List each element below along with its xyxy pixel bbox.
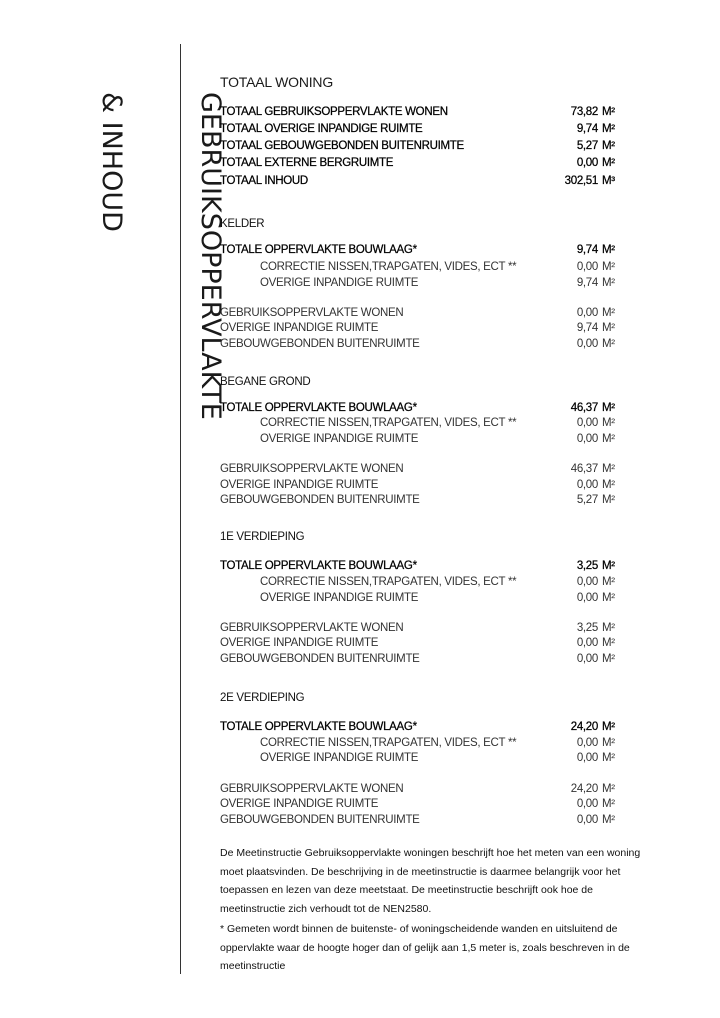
row-unit: M²	[602, 637, 615, 649]
row-value: 73,82	[570, 106, 598, 118]
side-title-line1: GEBRUIKSOPPERVLAKTE	[195, 92, 226, 420]
row-label: GEBOUWGEBONDEN BUITENRUIMTE	[220, 338, 420, 350]
row-unit: M²	[602, 322, 615, 334]
row-label: TOTALE OPPERVLAKTE BOUWLAAG*	[220, 244, 417, 256]
row-value: 0,00	[576, 261, 598, 273]
row-unit: M²	[602, 783, 615, 795]
row-unit: M²	[602, 494, 615, 506]
row-unit: M²	[602, 433, 615, 445]
section-row	[220, 592, 618, 608]
row-label: GEBOUWGEBONDEN BUITENRUIMTE	[220, 494, 420, 506]
row-unit: M²	[602, 463, 615, 475]
row-label: GEBRUIKSOPPERVLAKTE WONEN	[220, 783, 404, 795]
row-unit: M²	[602, 402, 615, 414]
row-value: 24,20	[570, 721, 598, 733]
row-value: 3,25	[576, 560, 598, 572]
row-label: CORRECTIE NISSEN,TRAPGATEN, VIDES, ECT **	[260, 261, 517, 273]
section-row	[220, 622, 618, 638]
vertical-divider	[180, 44, 181, 974]
row-unit: M²	[602, 752, 615, 764]
row-value: 0,00	[576, 417, 598, 429]
section-row	[220, 560, 618, 576]
row-unit: M²	[602, 721, 615, 733]
row-value: 0,00	[576, 752, 598, 764]
row-value: 5,27	[576, 140, 598, 152]
row-label: CORRECTIE NISSEN,TRAPGATEN, VIDES, ECT **	[260, 737, 517, 749]
row-value: 0,00	[576, 433, 598, 445]
section-row	[220, 261, 618, 277]
row-unit: M²	[602, 737, 615, 749]
section-row	[220, 752, 618, 768]
section-row	[220, 494, 618, 510]
row-label: CORRECTIE NISSEN,TRAPGATEN, VIDES, ECT **	[260, 417, 517, 429]
row-unit: M²	[602, 244, 615, 256]
row-value: 0,00	[576, 592, 598, 604]
section-title: BEGANE GROND	[220, 376, 311, 388]
section-title: 2E VERDIEPING	[220, 692, 305, 704]
section-row	[220, 433, 618, 449]
section-row	[220, 402, 618, 418]
row-unit: M²	[602, 417, 615, 429]
section-row	[220, 653, 618, 669]
row-unit: M²	[602, 814, 615, 826]
row-value: 0,00	[576, 307, 598, 319]
section-row	[220, 783, 618, 799]
row-label: OVERIGE INPANDIGE RUIMTE	[260, 592, 419, 604]
section-row	[220, 637, 618, 653]
section-title: KELDER	[220, 218, 265, 230]
row-label: GEBOUWGEBONDEN BUITENRUIMTE	[220, 814, 420, 826]
section-row	[220, 463, 618, 479]
row-value: 9,74	[576, 123, 598, 135]
note-meetinstructie: De Meetinstructie Gebruiksoppervlakte woningen beschrijft hoe het meten van een woning moet plaatsvinden. De beschrijving in de meetinstructie is daarmee belangrijk voor het toepassen en lezen van deze meetstaat. De meetinstructie beschrijft ook hoe de meetinstructie zich verhoudt tot de NEN2580.	[220, 847, 641, 915]
row-value: 0,00	[576, 576, 598, 588]
section-row	[220, 814, 618, 830]
row-value: 3,25	[576, 622, 598, 634]
row-unit: M²	[602, 576, 615, 588]
section-row	[220, 244, 618, 260]
row-unit: M³	[602, 175, 615, 187]
row-value: 9,74	[576, 277, 598, 289]
row-unit: M²	[602, 140, 615, 152]
row-value: 46,37	[570, 463, 598, 475]
total-row	[220, 106, 618, 122]
row-unit: M²	[602, 338, 615, 350]
section-row	[220, 322, 618, 338]
row-value: 302,51	[564, 175, 598, 187]
row-label: TOTAAL INHOUD	[220, 175, 308, 187]
section-row	[220, 479, 618, 495]
row-value: 5,27	[576, 494, 598, 506]
section-row	[220, 737, 618, 753]
row-label: TOTAAL GEBRUIKSOPPERVLAKTE WONEN	[220, 106, 448, 118]
row-label: OVERIGE INPANDIGE RUIMTE	[260, 752, 419, 764]
row-value: 0,00	[576, 637, 598, 649]
row-value: 0,00	[576, 737, 598, 749]
row-label: OVERIGE INPANDIGE RUIMTE	[220, 637, 379, 649]
section-row	[220, 277, 618, 293]
row-label: CORRECTIE NISSEN,TRAPGATEN, VIDES, ECT **	[260, 576, 517, 588]
row-unit: M²	[602, 653, 615, 665]
row-unit: M²	[602, 123, 615, 135]
row-unit: M²	[602, 157, 615, 169]
row-value: 9,74	[576, 322, 598, 334]
note-footnote: * Gemeten wordt binnen de buitenste- of woningscheidende wanden en uitsluitend de oppervlakte waar de hoogte hoger dan of gelijk aan 1,5 meter is, zoals beschreven in de meetinstructie	[220, 923, 630, 972]
section-title: 1E VERDIEPING	[220, 531, 305, 543]
section-row	[220, 307, 618, 323]
row-unit: M²	[602, 479, 615, 491]
row-label: TOTALE OPPERVLAKTE BOUWLAAG*	[220, 560, 417, 572]
section-row	[220, 798, 618, 814]
row-label: OVERIGE INPANDIGE RUIMTE	[260, 433, 419, 445]
row-value: 9,74	[576, 244, 598, 256]
row-value: 0,00	[576, 479, 598, 491]
section-row	[220, 417, 618, 433]
row-value: 0,00	[576, 338, 598, 350]
row-label: TOTALE OPPERVLAKTE BOUWLAAG*	[220, 721, 417, 733]
side-title-line2: & INHOUD	[96, 92, 127, 232]
row-label: GEBOUWGEBONDEN BUITENRUIMTE	[220, 653, 420, 665]
section-row	[220, 338, 618, 354]
total-row	[220, 157, 618, 173]
total-row	[220, 140, 618, 156]
row-label: GEBRUIKSOPPERVLAKTE WONEN	[220, 463, 404, 475]
section-row	[220, 576, 618, 592]
row-label: OVERIGE INPANDIGE RUIMTE	[220, 798, 379, 810]
row-label: TOTAAL GEBOUWGEBONDEN BUITENRUIMTE	[220, 140, 464, 152]
row-unit: M²	[602, 307, 615, 319]
row-label: TOTAAL EXTERNE BERGRUIMTE	[220, 157, 394, 169]
row-unit: M²	[602, 560, 615, 572]
total-row	[220, 175, 618, 191]
total-row	[220, 123, 618, 139]
row-label: GEBRUIKSOPPERVLAKTE WONEN	[220, 622, 404, 634]
row-label: TOTAAL OVERIGE INPANDIGE RUIMTE	[220, 123, 423, 135]
row-unit: M²	[602, 106, 615, 118]
row-label: OVERIGE INPANDIGE RUIMTE	[260, 277, 419, 289]
row-unit: M²	[602, 622, 615, 634]
row-unit: M²	[602, 261, 615, 273]
row-unit: M²	[602, 277, 615, 289]
row-label: OVERIGE INPANDIGE RUIMTE	[220, 479, 379, 491]
page-heading: TOTAAL WONING	[220, 74, 334, 90]
section-row	[220, 721, 618, 737]
row-value: 0,00	[576, 157, 598, 169]
row-value: 46,37	[570, 402, 598, 414]
row-unit: M²	[602, 592, 615, 604]
row-value: 24,20	[570, 783, 598, 795]
row-label: TOTALE OPPERVLAKTE BOUWLAAG*	[220, 402, 417, 414]
row-label: OVERIGE INPANDIGE RUIMTE	[220, 322, 379, 334]
row-unit: M²	[602, 798, 615, 810]
row-value: 0,00	[576, 814, 598, 826]
row-value: 0,00	[576, 798, 598, 810]
row-value: 0,00	[576, 653, 598, 665]
row-label: GEBRUIKSOPPERVLAKTE WONEN	[220, 307, 404, 319]
